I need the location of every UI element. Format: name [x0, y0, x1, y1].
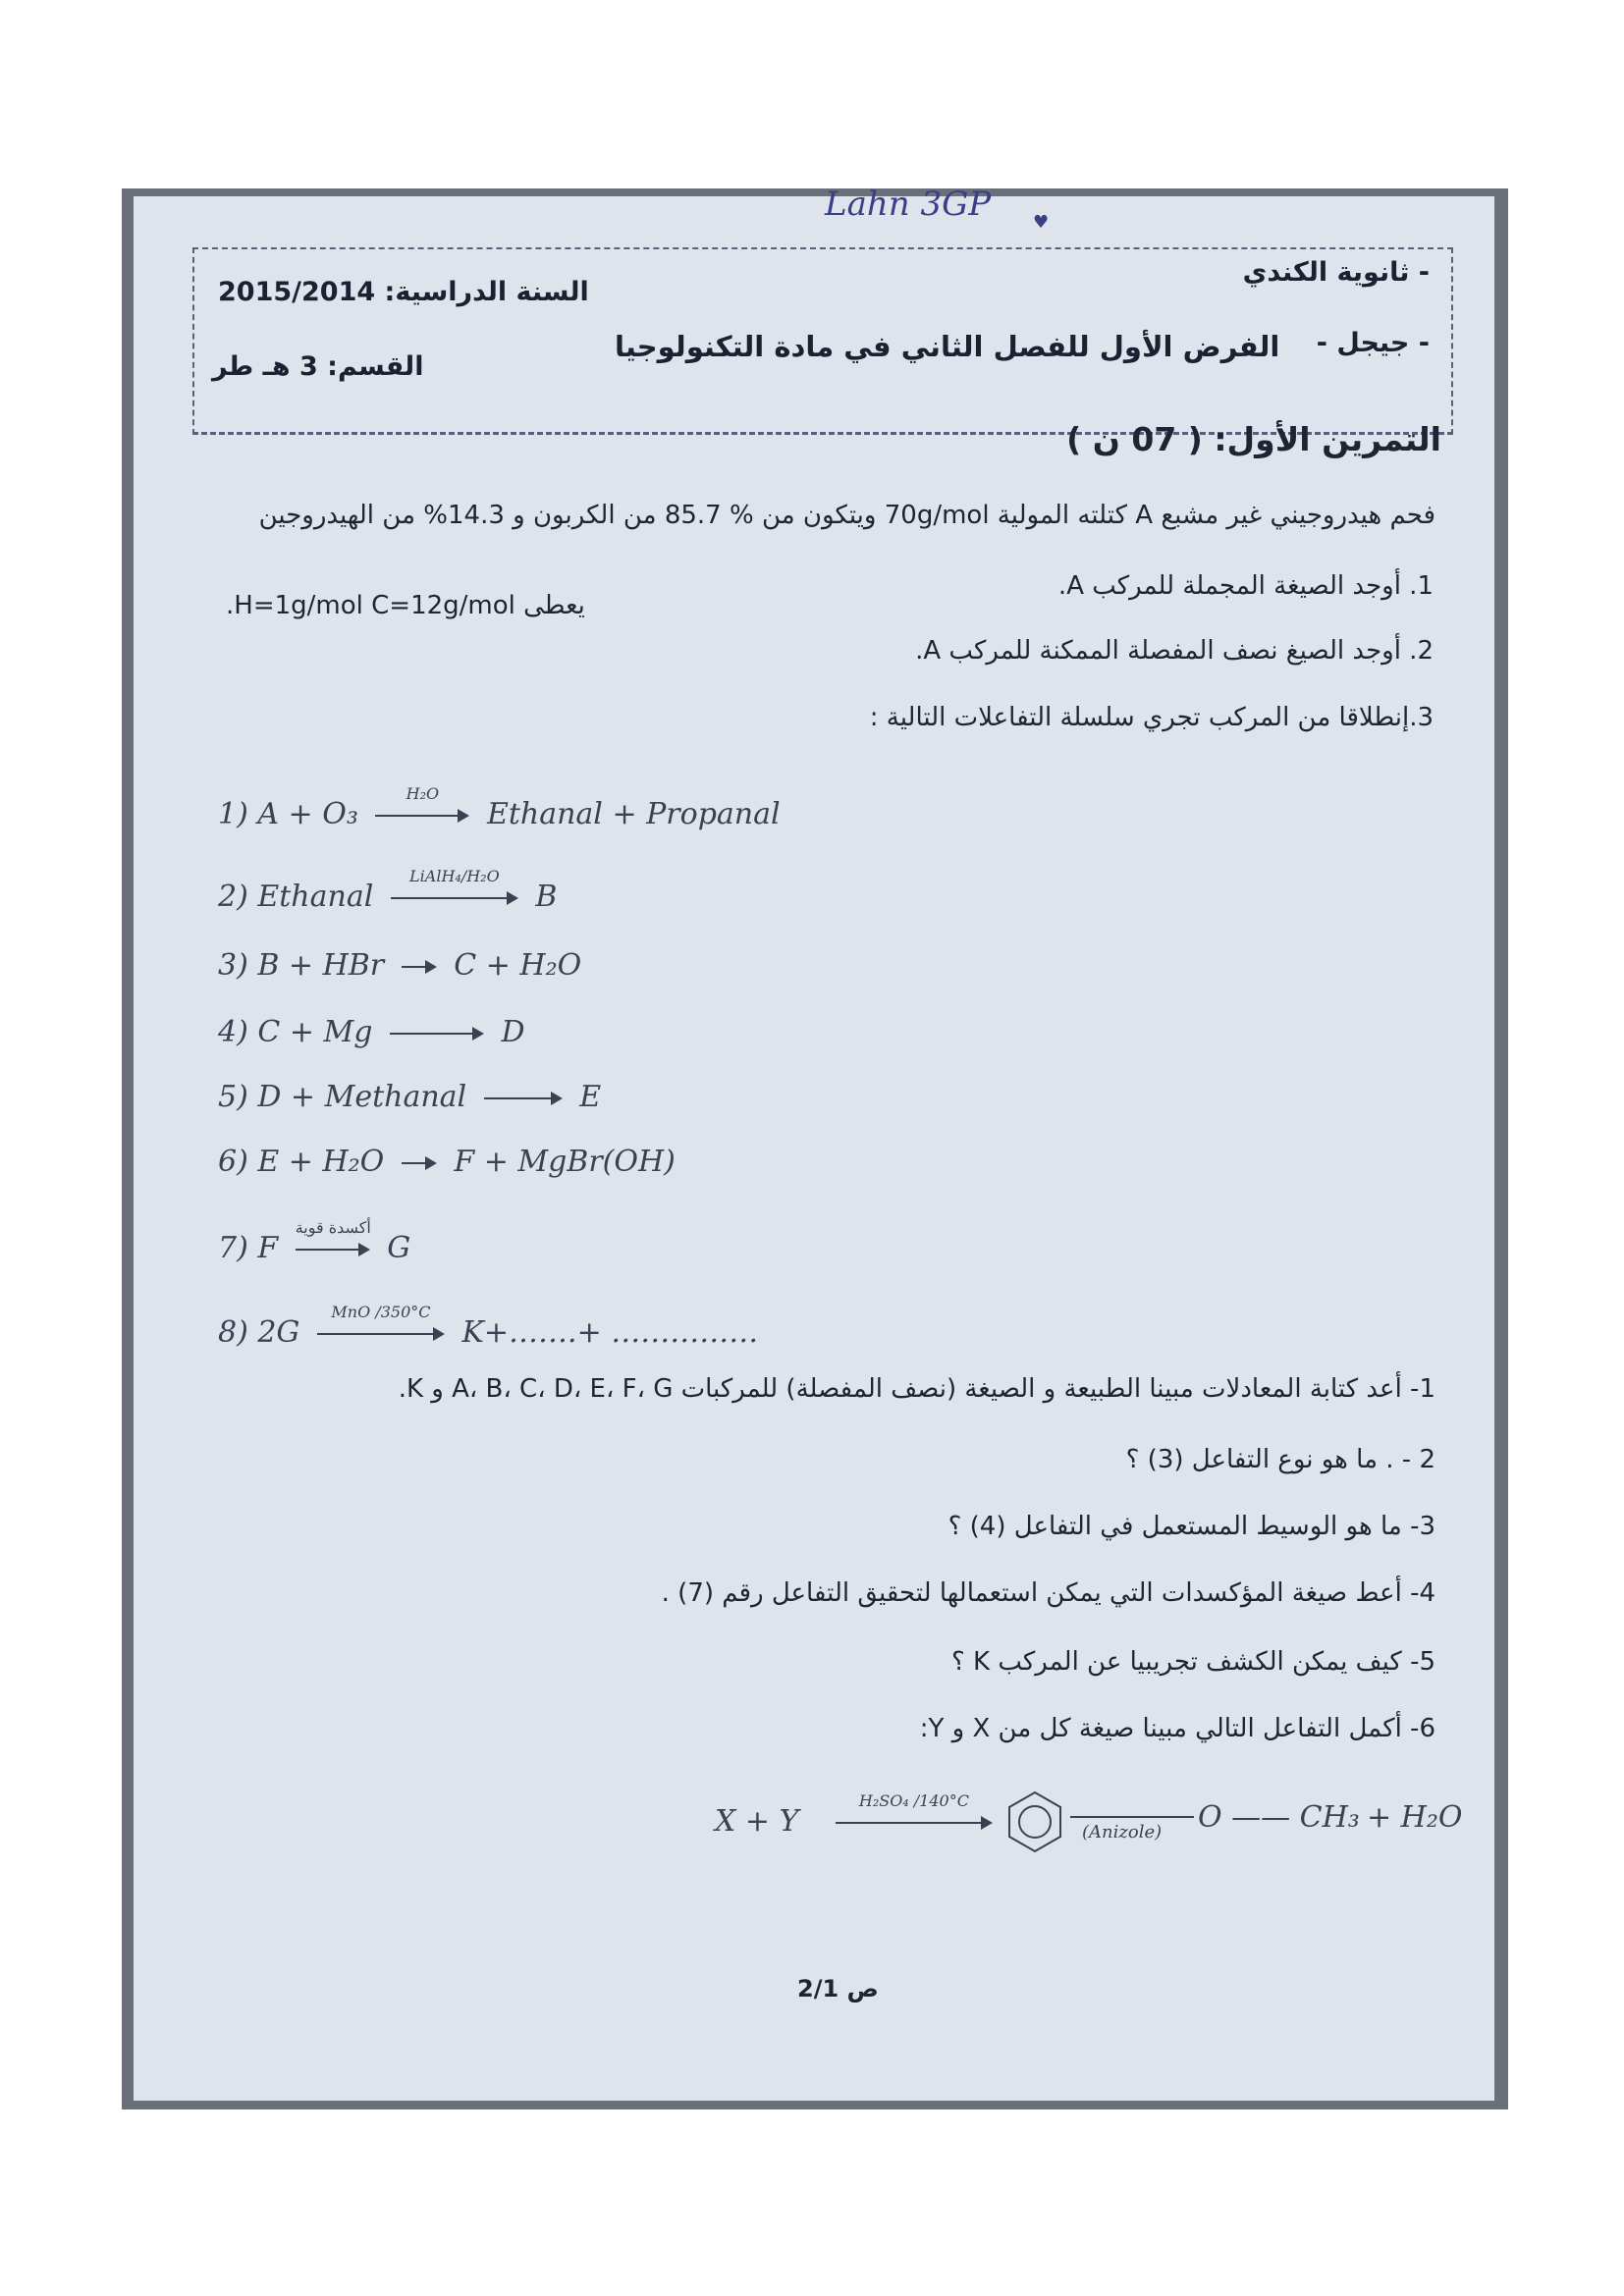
given-masses: .H=1g/mol C=12g/mol يعطى [226, 591, 585, 620]
reaction-arrow [375, 784, 469, 826]
question-1: 1. أوجد الصيغة المجملة للمركب A. [1057, 571, 1434, 601]
water-product: + H₂O [1367, 1800, 1463, 1835]
reaction-6 [218, 1145, 676, 1179]
reaction-reactants: A + O₃ [257, 797, 358, 831]
reaction-7 [218, 1218, 411, 1265]
reaction-arrow [402, 1153, 437, 1173]
final-arrow-condition: H₂SO₄ /140°C [858, 1791, 969, 1810]
reaction-number: 8) [218, 1315, 248, 1350]
reaction-products: E [579, 1080, 602, 1114]
arrow-condition: أكسدة قوية [295, 1218, 371, 1237]
reaction-products: G [387, 1231, 411, 1265]
reaction-reactants: F [257, 1231, 279, 1265]
reaction-number: 3) [218, 948, 248, 983]
reaction-1 [218, 784, 781, 831]
reaction-number: 5) [218, 1080, 248, 1114]
final-reaction-arrow [836, 1791, 993, 1833]
exam-title: الفرض الأول للفصل الثاني في مادة التكنولوجيا [615, 330, 1280, 363]
reaction-reactants: C + Mg [257, 1015, 373, 1049]
reaction-products: K+…….+ …………… [461, 1315, 759, 1350]
reaction-reactants: D + Methanal [257, 1080, 467, 1114]
page-number: ص 2/1 [797, 1975, 879, 2002]
final-reactants: X + Y [715, 1804, 799, 1839]
final-reaction-left [715, 1791, 1001, 1839]
arrow-condition: LiAlH₄/H₂O [409, 867, 500, 885]
city-name: - جيجل - [1316, 328, 1430, 358]
reaction-arrow [484, 1089, 563, 1108]
reaction-products: D [501, 1015, 525, 1049]
bond-line [1070, 1816, 1194, 1818]
reaction-2 [218, 867, 558, 914]
reaction-products: F + MgBr(OH) [454, 1145, 676, 1179]
sub-question-4: 4- أعط صيغة المؤكسدات التي يمكن استعمالها لتحقيق التفاعل رقم (7) . [661, 1578, 1435, 1608]
reaction-number: 1) [218, 797, 248, 831]
reaction-arrow [402, 957, 437, 977]
heart-icon: ♥ [1033, 212, 1050, 233]
arrow-condition: MnO /350°C [331, 1303, 431, 1321]
reaction-number: 2) [218, 880, 248, 914]
reaction-5 [218, 1080, 601, 1114]
school-year: السنة الدراسية: 2015/2014 [218, 277, 589, 307]
school-name: - ثانوية الكندي [1242, 257, 1430, 288]
question-3: 3.إنطلاقا من المركب تجري سلسلة التفاعلات التالية : [869, 703, 1434, 732]
reaction-8 [218, 1303, 759, 1350]
sub-question-2: 2 - . ما هو نوع التفاعل (3) ؟ [1125, 1445, 1435, 1474]
reaction-4 [218, 1015, 525, 1049]
reaction-arrow [317, 1303, 445, 1344]
methoxy-chain: O —— CH₃ [1198, 1800, 1360, 1835]
reaction-reactants: Ethanal [257, 880, 374, 914]
sub-question-5: 5- كيف يمكن الكشف تجريبيا عن المركب K ؟ [950, 1647, 1435, 1677]
sub-question-6: 6- أكمل التفاعل التالي مبينا صيغة كل من X و Y: [919, 1714, 1435, 1743]
reaction-products: C + H₂O [454, 948, 582, 983]
sub-question-1: 1- أعد كتابة المعادلات مبينا الطبيعة و الصيغة (نصف المفصلة) للمركبات A، B، C، D، E، F، G و K. [398, 1374, 1435, 1404]
reaction-reactants: 2G [257, 1315, 300, 1350]
reaction-number: 4) [218, 1015, 248, 1049]
reaction-reactants: B + HBr [257, 948, 385, 983]
sub-question-3: 3- ما هو الوسيط المستعمل في التفاعل (4) ؟ [947, 1512, 1435, 1541]
reaction-products: B [535, 880, 558, 914]
reaction-3 [218, 948, 581, 983]
arrow-condition: H₂O [406, 784, 440, 803]
reaction-reactants: E + H₂O [257, 1145, 385, 1179]
reaction-arrow [295, 1218, 371, 1259]
reaction-products: Ethanal + Propanal [486, 797, 781, 831]
question-2: 2. أوجد الصيغ نصف المفصلة الممكنة للمركب A. [915, 636, 1434, 666]
exercise-title: التمرين الأول: ( 07 ن ) [1066, 420, 1441, 458]
benzene-ring-icon [1003, 1790, 1066, 1853]
anisole-label: (Anizole) [1082, 1822, 1163, 1842]
reaction-arrow [390, 1024, 484, 1043]
handwritten-note: Lahn 3GP [825, 185, 992, 224]
exercise-intro: فحم هيدروجيني غير مشبع A كتلته المولية 70g/mol ويتكون من % 85.7 من الكربون و 14.3% من الهيدروجين [258, 501, 1435, 530]
reaction-number: 6) [218, 1145, 248, 1179]
reaction-number: 7) [218, 1231, 248, 1265]
class-label: القسم: 3 هـ طر [212, 351, 424, 382]
reaction-arrow [391, 867, 518, 908]
